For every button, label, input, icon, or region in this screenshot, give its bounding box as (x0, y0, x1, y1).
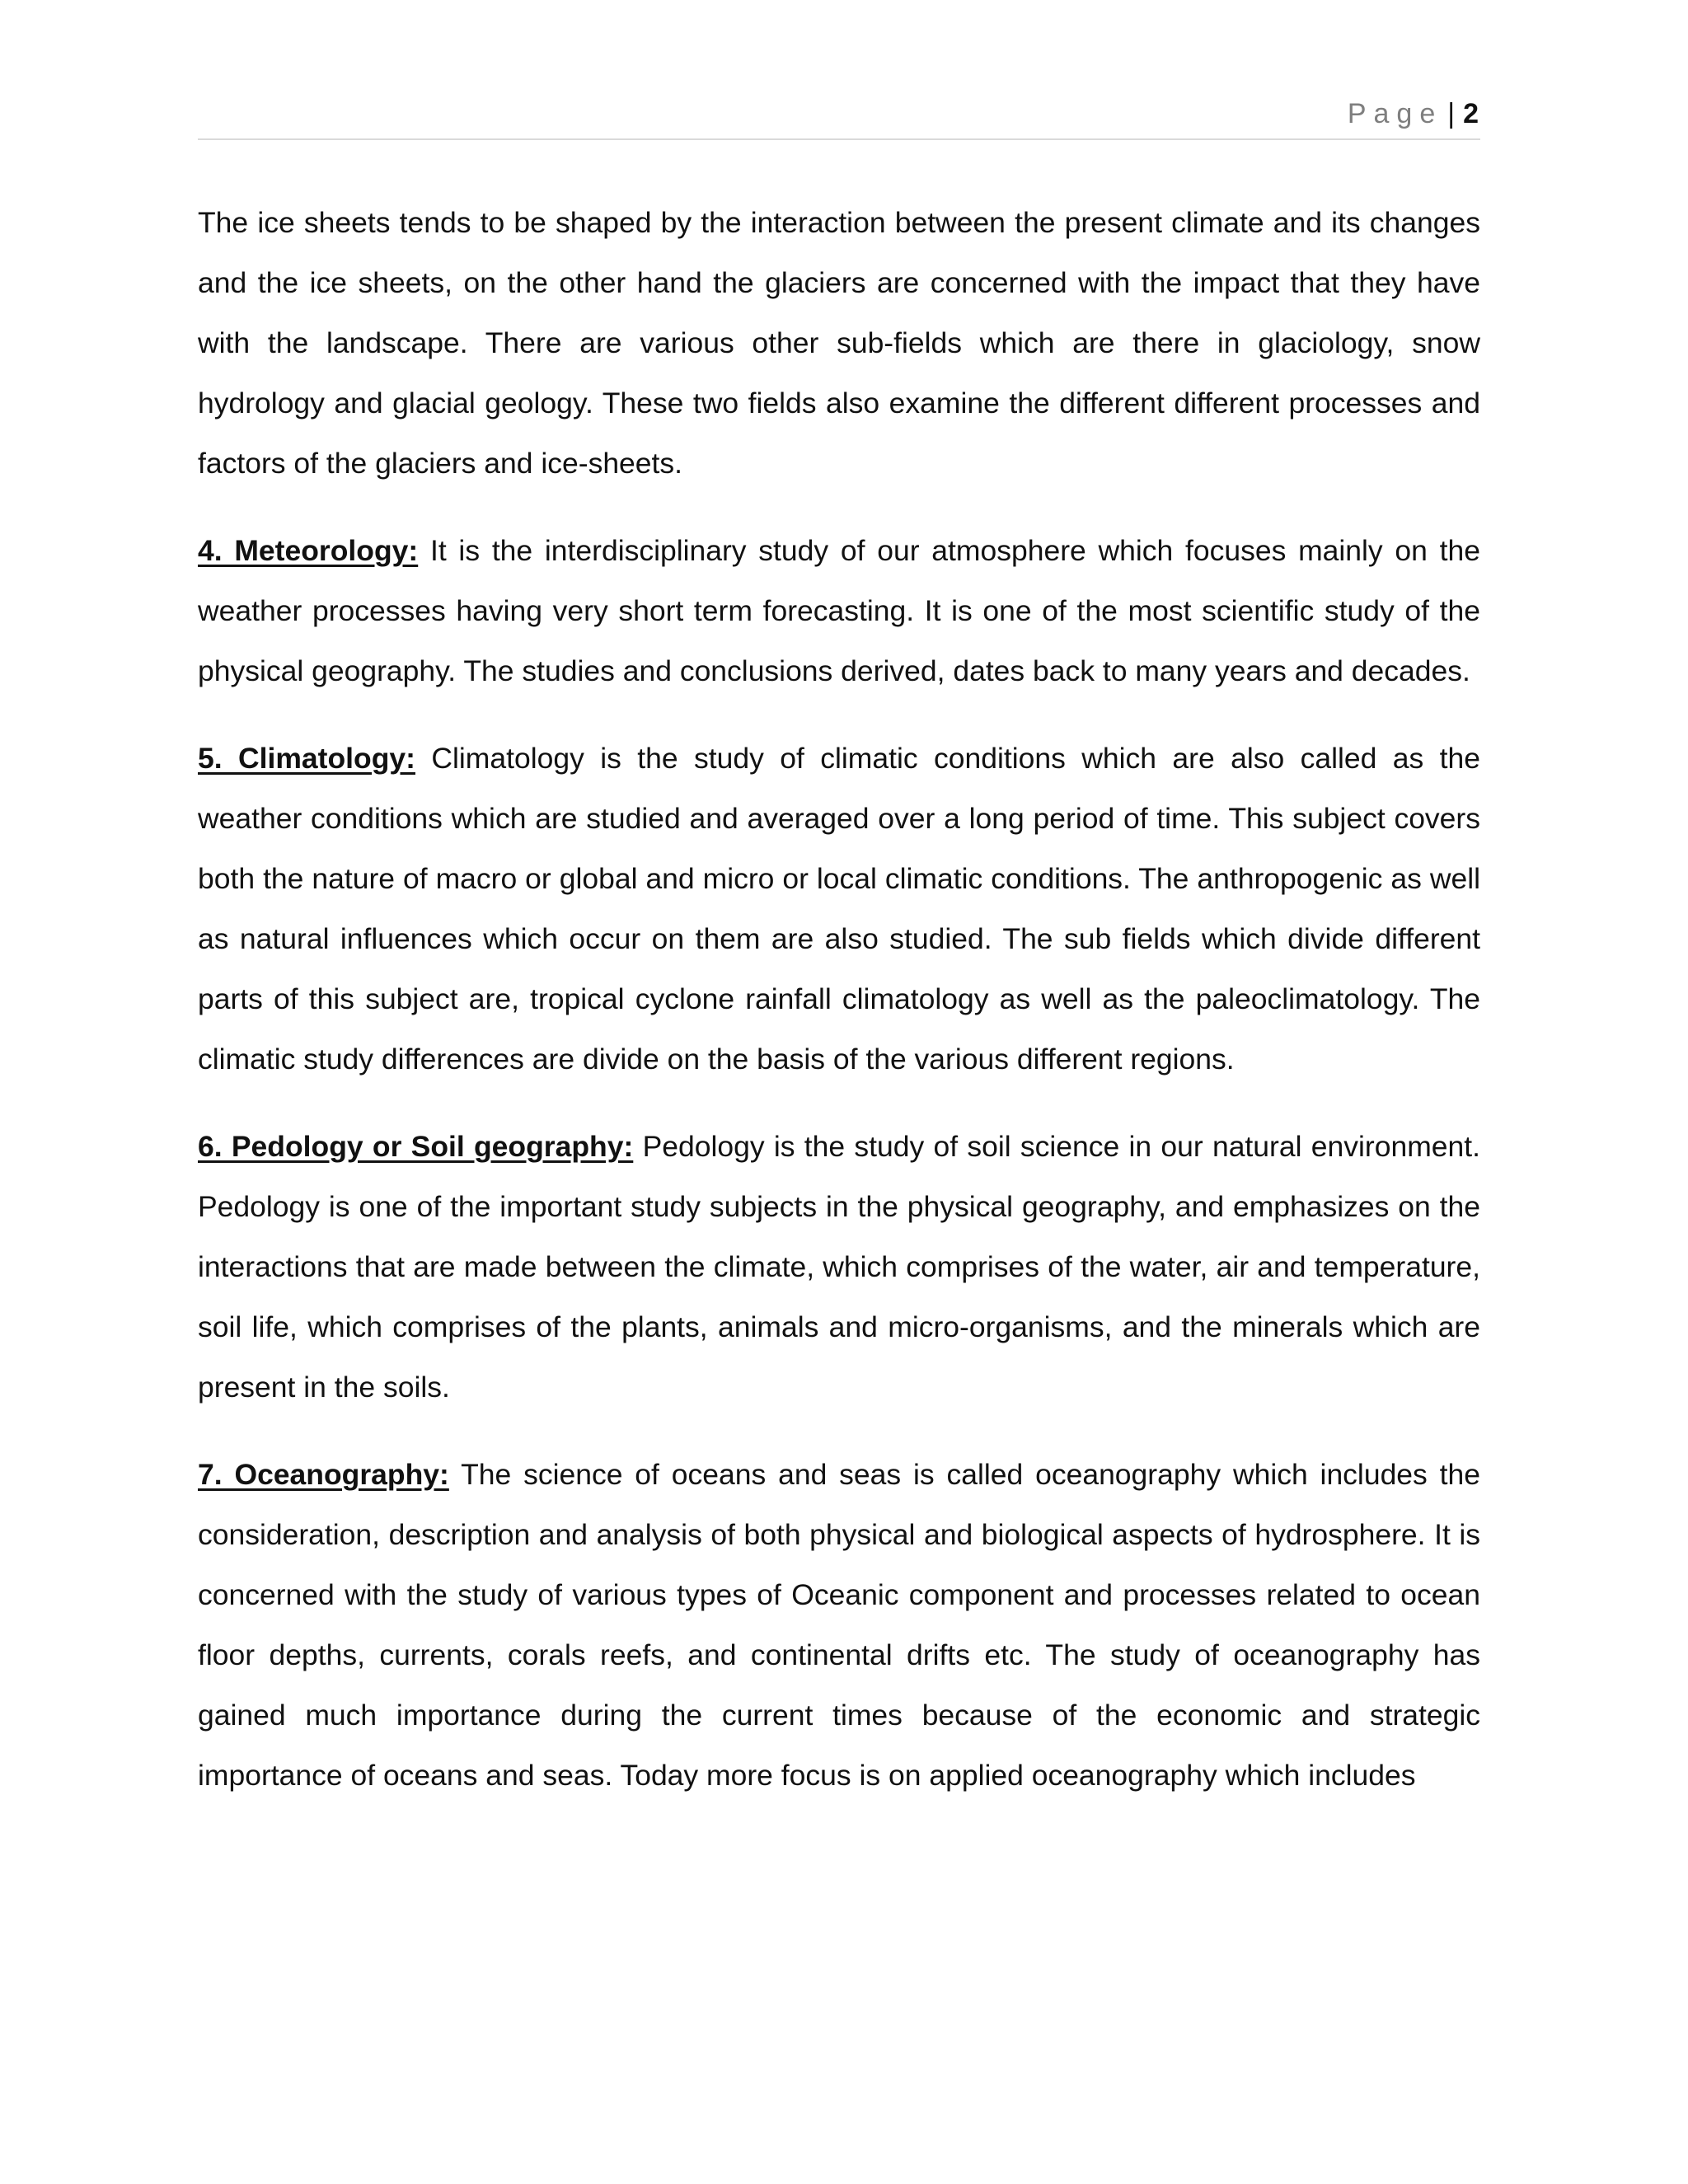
page-number-value: 2 (1463, 98, 1479, 129)
paragraph-text: It is the interdisciplinary study of our atmosphere which focuses mainly on the weather processes having very short term forecasting. It is one of the most scientific study of the physical geography. The studies and conclusions derived, dates back to many years and decades. (198, 534, 1480, 687)
section-heading-meteorology: 4. Meteorology: (198, 534, 419, 567)
page-number-label (1348, 97, 1479, 130)
paragraph-intro (198, 193, 1480, 494)
paragraph-text: Climatology is the study of climatic conditions which are also called as the weather conditions which are studied and averaged over a long period of time. This subject covers both the nature of macro or global and micro or local climatic conditions. The anthropogenic as well as natural influences which occur on them are also studied. The sub fields which divide different parts of this subject are, tropical cyclone rainfall climatology as well as the paleoclimatology. The climatic study differences are divide on the basis of the various different regions. (198, 742, 1480, 1076)
section-heading-pedology: 6. Pedology or Soil geography: (198, 1130, 634, 1163)
section-heading-climatology: 5. Climatology: (198, 742, 415, 775)
paragraph-oceanography (198, 1445, 1480, 1806)
paragraph-meteorology (198, 521, 1480, 701)
paragraph-pedology (198, 1117, 1480, 1418)
section-heading-oceanography: 7. Oceanography: (198, 1458, 449, 1491)
paragraph-text: The science of oceans and seas is called oceanography which includes the consideration, description and analysis of both physical and biological aspects of hydrosphere. It is concerned with the study of various types of Oceanic component and processes related to ocean floor depths, currents, corals reefs, and continental drifts etc. The study of oceanography has gained much importance during the current times because of the economic and strategic importance of oceans and seas. Today more focus is on applied oceanography which includes (198, 1458, 1480, 1792)
page-header (198, 97, 1480, 140)
page-separator: | (1447, 98, 1456, 129)
paragraph-climatology (198, 729, 1480, 1090)
paragraph-text: The ice sheets tends to be shaped by the interaction between the present climate and its changes and the ice sheets, on the other hand the glaciers are concerned with the impact that they have with the landscape. There are various other sub-fields which are there in glaciology, snow hydrology and glacial geology. These two fields also examine the different different processes and factors of the glaciers and ice-sheets. (198, 206, 1480, 480)
document-body (198, 193, 1480, 1833)
page-word: Page (1347, 98, 1443, 129)
paragraph-text: Pedology is the study of soil science in our natural environment. Pedology is one of the important study subjects in the physical geography, and emphasizes on the interactions that are made between the climate, which comprises of the water, air and temperature, soil life, which comprises of the plants, animals and micro-organisms, and the minerals which are present in the soils. (198, 1130, 1480, 1404)
